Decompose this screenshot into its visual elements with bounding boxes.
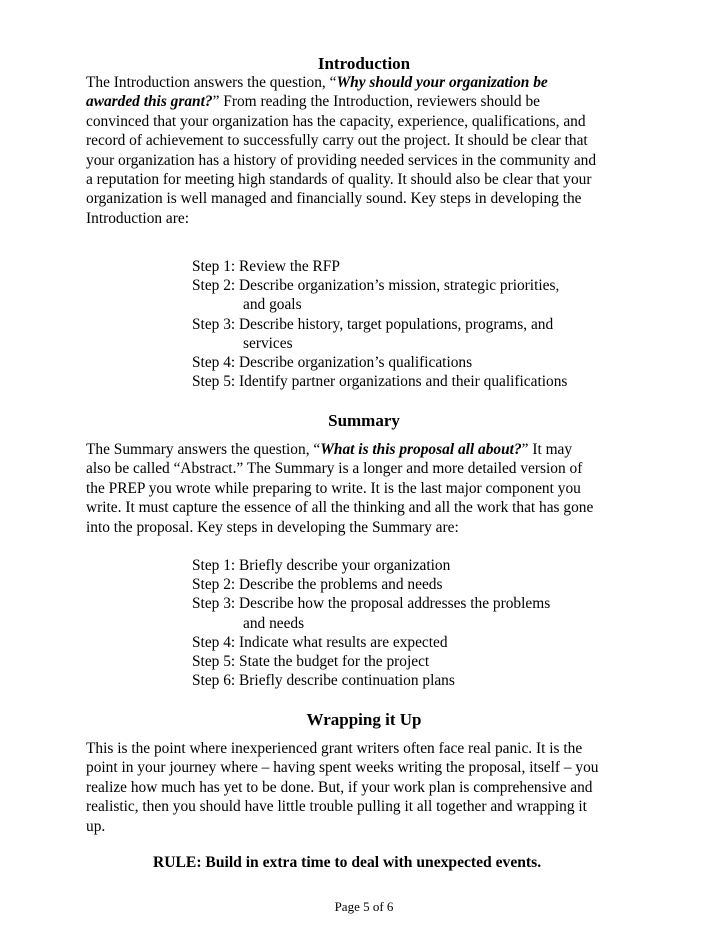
emphasis-text: Why should your organization be <box>336 74 548 91</box>
text-run: ” It may <box>521 441 573 458</box>
paragraph-line <box>86 73 646 92</box>
paragraph-line: your organization has a history of providing needed services in the community and <box>86 151 597 169</box>
step-item: Step 3: Describe how the proposal addresses the problems <box>192 595 551 613</box>
paragraph-line: point in your journey where – having spent weeks writing the proposal, itself – you <box>86 759 599 777</box>
paragraph-line: convinced that your organization has the capacity, experience, qualifications, and <box>86 112 586 130</box>
summary-steps-list <box>192 556 662 690</box>
page-number: Page 5 of 6 <box>334 899 394 914</box>
step-item: Step 3: Describe history, target populations, programs, and <box>192 315 554 333</box>
paragraph-line: a reputation for meeting high standards of quality. It should also be clear that your <box>86 171 592 189</box>
paragraph-line: the PREP you wrote while preparing to write. It is the last major component you <box>86 479 581 497</box>
text-run: The Summary answers the question, “ <box>86 441 321 458</box>
paragraph-line: organization is well managed and financially sound. Key steps in developing the <box>86 190 582 208</box>
introduction-heading: Introduction <box>317 54 411 73</box>
summary-paragraph <box>86 440 646 537</box>
paragraph-line: up. <box>86 817 106 835</box>
introduction-paragraph <box>86 73 646 228</box>
step-item: Step 4: Indicate what results are expected <box>192 633 448 651</box>
step-item: Step 5: Identify partner organizations and their qualifications <box>192 373 568 391</box>
step-item: Step 1: Briefly describe your organization <box>192 557 451 574</box>
paragraph-line: write. It must capture the essence of all the thinking and all the work that has gone <box>86 499 594 517</box>
text-run: ” From reading the Introduction, reviewers should be <box>212 93 540 111</box>
step-item: Step 1: Review the RFP <box>192 258 340 275</box>
text-run: The Introduction answers the question, “ <box>86 74 337 91</box>
paragraph-line: realize how much has yet to be done. But, if your work plan is comprehensive and <box>86 778 593 796</box>
wrapping-paragraph <box>86 739 646 836</box>
paragraph-line <box>86 92 646 111</box>
paragraph-line: This is the point where inexperienced grant writers often face real panic. It is the <box>86 740 583 757</box>
emphasis-text: What is this proposal all about? <box>320 441 522 458</box>
rule-statement: RULE: Build in extra time to deal with unexpected events. <box>153 854 542 871</box>
paragraph-line: into the proposal. Key steps in developing the Summary are: <box>86 518 459 536</box>
paragraph-line <box>86 440 646 459</box>
step-item-continuation: and goals <box>243 296 302 314</box>
introduction-steps-list <box>192 257 662 391</box>
paragraph-line: realistic, then you should have little trouble pulling it all together and wrapping it <box>86 798 587 816</box>
summary-heading: Summary <box>328 411 400 430</box>
wrapping-heading: Wrapping it Up <box>306 710 422 729</box>
paragraph-line: record of achievement to successfully carry out the project. It should be clear that <box>86 132 588 150</box>
emphasis-text: awarded this grant? <box>86 93 213 111</box>
step-item-continuation: and needs <box>243 614 305 632</box>
paragraph-line: also be called “Abstract.” The Summary is a longer and more detailed version of <box>86 460 583 478</box>
step-item: Step 2: Describe organization’s mission, strategic priorities, <box>192 277 560 295</box>
step-item: Step 5: State the budget for the project <box>192 653 430 671</box>
step-item-continuation: services <box>243 334 293 352</box>
step-item: Step 2: Describe the problems and needs <box>192 576 443 594</box>
paragraph-line: Introduction are: <box>86 209 189 227</box>
step-item: Step 6: Briefly describe continuation plans <box>192 672 455 690</box>
step-item: Step 4: Describe organization’s qualifications <box>192 354 473 372</box>
